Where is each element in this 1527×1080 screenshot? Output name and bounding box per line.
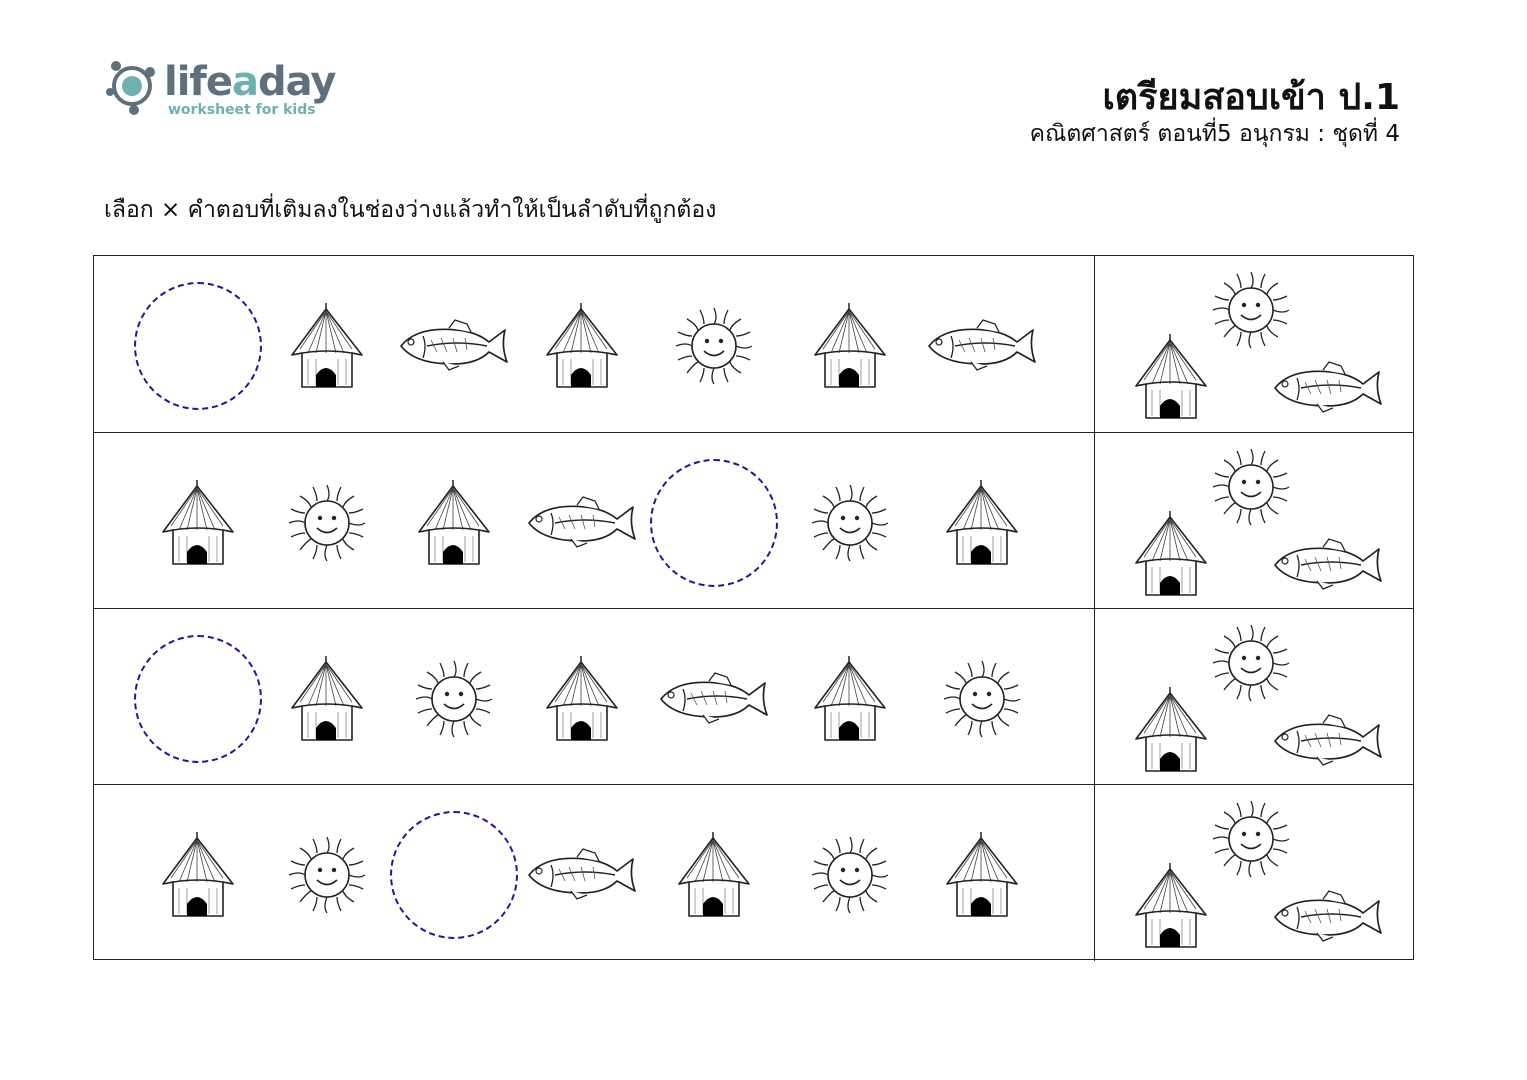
choice-sun-icon[interactable] — [1209, 621, 1293, 705]
hut-icon — [157, 832, 239, 918]
hut-icon — [673, 832, 755, 918]
instruction-text: เลือก × คำตอบที่เติมลงในช่องว่างแล้วทำให้เป็นลำดับที่ถูกต้อง — [104, 197, 717, 223]
answer-blank-circle[interactable] — [390, 811, 518, 939]
choice-hut-icon[interactable] — [1130, 334, 1212, 420]
choice-fish-icon[interactable] — [1271, 360, 1385, 416]
choice-sun-icon[interactable] — [1209, 445, 1293, 529]
sun-icon — [285, 833, 369, 917]
sequence-row — [94, 608, 1413, 785]
choice-hut-icon[interactable] — [1130, 687, 1212, 773]
hut-icon — [941, 480, 1023, 566]
fish-icon — [397, 318, 511, 374]
choice-sun-icon[interactable] — [1209, 268, 1293, 352]
fish-icon — [657, 671, 771, 727]
choice-hut-icon[interactable] — [1130, 511, 1212, 597]
fish-icon — [925, 318, 1039, 374]
hut-icon — [941, 832, 1023, 918]
sun-icon — [285, 481, 369, 565]
choice-hut-icon[interactable] — [1130, 863, 1212, 949]
logo-wordmark: lifeaday — [164, 59, 336, 105]
answer-blank-circle[interactable] — [650, 459, 778, 587]
hut-icon — [541, 656, 623, 742]
hut-icon — [286, 303, 368, 389]
logo-tagline: worksheet for kids — [168, 102, 316, 118]
sequence-row — [94, 256, 1413, 432]
sun-icon — [808, 481, 892, 565]
hut-icon — [157, 480, 239, 566]
fish-icon — [525, 495, 639, 551]
choice-fish-icon[interactable] — [1271, 889, 1385, 945]
sequence-row — [94, 784, 1413, 961]
choice-sun-icon[interactable] — [1209, 797, 1293, 881]
sequence-row — [94, 432, 1413, 609]
logo — [102, 54, 342, 124]
answer-choices-panel — [1094, 609, 1414, 785]
hut-icon — [541, 303, 623, 389]
hut-icon — [413, 480, 495, 566]
hut-icon — [809, 303, 891, 389]
fish-icon — [525, 847, 639, 903]
hut-icon — [286, 656, 368, 742]
answer-blank-circle[interactable] — [134, 282, 262, 410]
hut-icon — [809, 656, 891, 742]
answer-blank-circle[interactable] — [134, 635, 262, 763]
answer-choices-panel — [1094, 785, 1414, 961]
sun-icon — [672, 304, 756, 388]
sun-icon — [412, 657, 496, 741]
choice-fish-icon[interactable] — [1271, 537, 1385, 593]
choice-fish-icon[interactable] — [1271, 713, 1385, 769]
logo-mark-icon — [102, 54, 162, 116]
page-title: เตรียมสอบเข้า ป.1 — [1102, 77, 1400, 118]
worksheet-grid — [93, 255, 1414, 960]
sun-icon — [940, 657, 1024, 741]
answer-choices-panel — [1094, 256, 1414, 432]
sun-icon — [808, 833, 892, 917]
answer-choices-panel — [1094, 433, 1414, 609]
page-subtitle: คณิตศาสตร์ ตอนที่5 อนุกรม : ชุดที่ 4 — [1029, 121, 1400, 147]
